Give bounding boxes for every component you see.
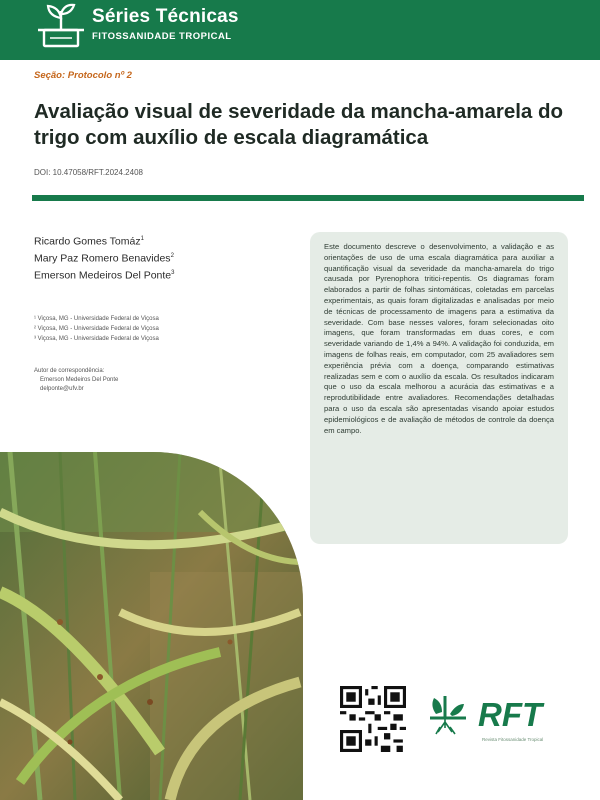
affiliation-list xyxy=(34,314,159,344)
divider-bar xyxy=(32,195,584,201)
author-mark: 1 xyxy=(140,236,144,242)
rft-logo-text: RFT xyxy=(478,696,543,733)
doi-link[interactable]: DOI: 10.47058/RFT.2024.2408 xyxy=(34,168,143,177)
author-name: Emerson Medeiros Del Ponte xyxy=(34,269,172,282)
correspondence-email[interactable]: delponte@ufv.br xyxy=(40,386,84,392)
qr-code-icon[interactable] xyxy=(340,686,406,752)
wheat-leaves-image xyxy=(0,452,303,800)
author-name: Mary Paz Romero Benavides xyxy=(34,252,171,265)
correspondence-block xyxy=(34,367,118,394)
rft-caption: Revista Fitossanidade Tropical xyxy=(482,737,544,742)
series-subtitle: FITOSSANIDADE TROPICAL xyxy=(92,31,232,42)
affiliation-item: ¹ Viçosa, MG - Universidade Federal de Viçosa xyxy=(34,316,159,322)
affiliation-item: ³ Viçosa, MG - Universidade Federal de Viçosa xyxy=(34,336,159,342)
author-mark: 2 xyxy=(170,253,174,259)
series-title: Séries Técnicas xyxy=(92,6,239,27)
wheat-leaves-photo xyxy=(0,452,303,800)
abstract-box xyxy=(310,232,568,544)
author-mark: 3 xyxy=(171,270,175,276)
correspondence-name: Emerson Medeiros Del Ponte xyxy=(40,377,119,383)
section-label: Seção: Protocolo nº 2 xyxy=(34,70,132,81)
affiliation-item: ² Viçosa, MG - Universidade Federal de Viçosa xyxy=(34,326,159,332)
author-item xyxy=(34,266,175,283)
header-band xyxy=(0,0,600,60)
author-name: Ricardo Gomes Tomáz xyxy=(34,235,141,248)
document-title: Avaliação visual de severidade da mancha-amarela do trigo com auxílio de escala diagramática xyxy=(34,100,564,149)
correspondence-label: Autor de correspondência: xyxy=(34,368,105,374)
abstract-text: Este documento descreve o desenvolvimento, a validação e as orientações de uso de uma escala diagramática para auxiliar a quantificação visual da severidade da mancha-amarela do trigo causada por Pyrenophora tritici-repentis. Os diagramas foram elaborados a partir de folhas sintomáticas, coletadas em parcelas experimentais, as quais foram digitalizadas e analisadas por meio de técnicas de processamento de imagens para a estimativa da severidade. Com base nesses valores, foram selecionadas oito imagens, que foram transformadas em duas cores, e com severidade variando de 1,4% a 94%. A validação foi conduzida, em imagens de folhas reais, em computador, com 25 avaliadores sem experiência prévia com a doença, comparando estimativas realizadas sem e com o auxílio da escala. Os resultados indicaram que o uso da escala melhorou a acurácia das estimativas e a reprodutibilidade entre avaliadores. Recomendações detalhadas para o uso da escala são apresentadas visando apoiar estudos epidemiológicos e de avaliação de métodos de controle da doença em campo. xyxy=(324,242,554,435)
author-list xyxy=(34,232,175,283)
plant-logo-icon xyxy=(36,3,86,49)
author-item xyxy=(34,249,175,266)
author-item xyxy=(34,232,175,249)
